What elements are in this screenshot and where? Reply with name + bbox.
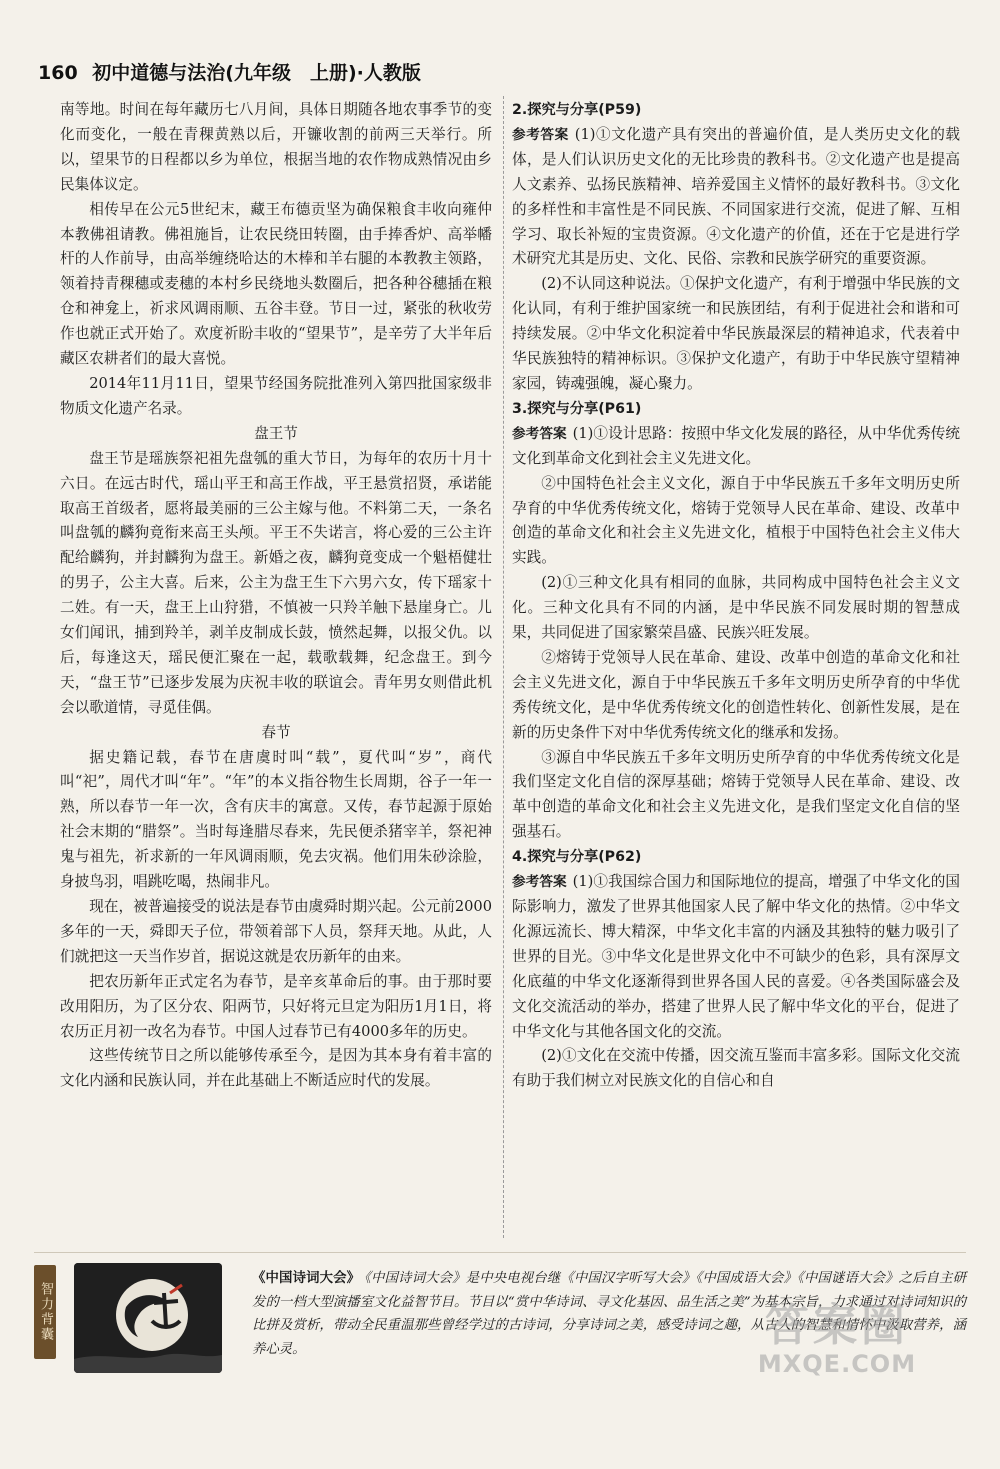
paragraph: 盘王节是瑶族祭祀祖先盘瓠的重大节日，为每年的农历十月十六日。在远古时代，瑶山平王和高王作战，平王悬赏招贤，承诺能取高王首级者，愿将最美丽的三公主嫁与他。不料第二天，一条名叫盘瓠的麟狗竟衔来高王头颅。平王不失诺言，将心爱的三公主许配给麟狗，并封麟狗为盘王。新婚之夜，麟狗竟变成一个魁梧健壮的男子，公主大喜。后来，公主为盘王生下六男六女，传下瑶家十二姓。有一天，盘王上山狩猎，不慎被一只羚羊触下悬崖身亡。儿女们闻讯，捕到羚羊，剥羊皮制成长鼓，愤然起舞，以报父仇。以后，每逢这天，瑶民便汇聚在一起，载歌载舞，纪念盘王。到今天，“盘王节”已逐步发展为庆祝丰收的联谊会。青年男女则借此机会以歌道情，寻觅佳偶。 [60,449,492,716]
question-title-4: 4.探究与分享(P62) [512,849,642,866]
info-box-title: 《中国诗词大会》 [252,1270,361,1286]
answer-paragraph: ②熔铸于党领导人民在革命、建设、改革中创造的革命文化和社会主义先进文化，源自于中华民族五千多年文明历史所孕育的中华优秀传统文化，是中华优秀传统文化的创造性转化、创新性发展，是在新的历史条件下对中华优秀传统文化的继承和发扬。 [512,648,960,741]
site-watermark [748,1301,926,1379]
left-column [60,98,492,1094]
column-divider [503,96,504,1238]
answer-paragraph [512,123,960,272]
watermark-text: 答案圈 [765,1300,909,1351]
moon-calligraphy-icon [74,1263,222,1373]
answer-label: 参考答案 [512,126,569,143]
answer-paragraph: (2)不认同这种说法。①保护文化遗产，有利于增强中华民族的文化认同，有利于维护国家统一和民族团结，有利于促进社会和谐和可持续发展。②中华文化积淀着中华民族最深层的精神追求，代表着中华民族独特的精神标识。③保护文化遗产，有助于中华民族守望精神家园，铸魂强魄，凝心聚力。 [512,275,960,392]
side-tag: 智力背囊 [34,1265,56,1359]
paragraph: 相传早在公元5世纪末，藏王布德贡坚为确保粮食丰收向雍仲本教佛祖请教。佛祖施旨，让农民绕田转圈，由手捧香炉、高举幡杆的人作前导，由高举缠绕哈达的木棒和羊右腿的本教教主领路，领着持青稞穗或麦穗的本村乡民绕地头数圈后，把各种谷穗插在粮仓和神龛上，祈求风调雨顺、五谷丰登。节日一过，紧张的秋收劳作也就正式开始了。欢度祈盼丰收的“望果节”，是辛劳了大半年后藏区农耕者们的最大喜悦。 [60,200,492,368]
section-heading-chunjie: 春节 [261,723,291,741]
answer-label: 参考答案 [512,874,567,891]
book-title: 初中道德与法治(九年级 上册)·人教版 [92,62,421,84]
answer-paragraph [512,422,960,472]
answer-text: (1)①我国综合国力和国际地位的提高，增强了中华文化的国际影响力，激发了世界其他国家人民了解中华文化的热情。②中华文化源远流长、博大精深，中华文化丰富的内涵及其独特的魅力吸引了世界的目光。③中华文化是世界文化中不可缺少的色彩，具有深厚文化底蕴的中华文化逐渐得到世界各国人民的喜爱。④各类国际盛会及文化交流活动的举办，搭建了世界人民了解中华文化的平台，促进了中华文化与其他各国文化的交流。 [512,873,960,1040]
paragraph: 这些传统节日之所以能够传承至今，是因为其本身有着丰富的文化内涵和民族认同，并在此基础上不断适应时代的发展。 [60,1047,492,1090]
paragraph: 2014年11月11日，望果节经国务院批准列入第四批国家级非物质文化遗产名录。 [60,374,492,417]
page-header [38,58,421,88]
answer-paragraph [512,870,960,1044]
answer-paragraph: (2)①三种文化具有相同的血脉，共同构成中国特色社会主义文化。三种文化具有不同的内涵，是中华民族不同发展时期的智慧成果，共同促进了国家繁荣昌盛、民族兴旺发展。 [512,574,960,642]
answer-paragraph: (2)①文化在交流中传播，因交流互鉴而丰富多彩。国际文化交流有助于我们树立对民族文化的自信心和自 [512,1047,960,1090]
watermark-url: MXQE.COM [757,1350,917,1378]
answer-text: (1)①文化遗产具有突出的普遍价值，是人类历史文化的载体，是人们认识历史文化的无比珍贵的教科书。②文化遗产也是提高人文素养、弘扬民族精神、培养爱国主义情怀的最好教科书。③文化的多样性和丰富性是不同民族、不同国家进行交流，促进了解、互相学习、取长补短的宝贵资源。④文化遗产的价值，还在于它是进行学术研究尤其是历史、文化、民俗、宗教和民族学研究的重要资源。 [512,125,960,268]
question-title-2: 2.探究与分享(P59) [512,102,642,118]
answer-paragraph: ③源自中华民族五千多年文明历史所孕育的中华优秀传统文化是我们坚定文化自信的深厚基础；熔铸于党领导人民在革命、建设、改革中创造的革命文化和社会主义先进文化，是我们坚定文化自信的坚强基石。 [512,748,960,841]
answer-paragraph: ②中国特色社会主义文化，源自于中华民族五千多年文明历史所孕育的中华优秀传统文化，熔铸于党领导人民在革命、建设、改革中创造的革命文化和社会主义先进文化，植根于中国特色社会主义伟大实践。 [512,474,960,567]
question-title-3: 3.探究与分享(P61) [512,400,642,417]
right-column [512,98,960,1094]
paragraph: 南等地。时间在每年藏历七八月间，具体日期随各地农事季节的变化而变化，一般在青稞黄熟以后，开镰收割的前两三天举行。所以，望果节的日程都以乡为单位，根据当地的农作物成熟情况由乡民集体议定。 [60,101,492,193]
info-box [34,1252,966,1385]
section-heading-panwang: 盘王节 [254,424,298,442]
info-box-body: 《中国诗词大会》是中央电视台继《中国汉字听写大会》《中国成语大会》《中国谜语大会》之后自主研发的一档大型演播室文化益智节目。节目以“赏中华诗词、寻文化基因、品生活之美”为基本宗旨，力求通过对诗词知识的比拼及赏析，带动全民重温那些曾经学过的古诗词，分享诗词之美，感受诗词之趣，从古人的智慧和情怀中汲取营养，涵养心灵。 [252,1271,966,1357]
poetry-show-logo [74,1263,222,1373]
answer-text: (1)①设计思路：按照中华文化发展的路径，从中华优秀传统文化到革命文化到社会主义先进文化。 [512,424,960,467]
page-number: 160 [38,62,78,84]
answer-label: 参考答案 [512,425,567,442]
paragraph: 把农历新年正式定名为春节，是辛亥革命后的事。由于那时要改用阳历，为了区分农、阳两节，只好将元旦定为阳历1月1日，将农历正月初一改名为春节。中国人过春节已有4000多年的历史。 [60,972,492,1040]
paragraph: 据史籍记载，春节在唐虞时叫“载”，夏代叫“岁”，商代叫“祀”，周代才叫“年”。“年”的本义指谷物生长周期，谷子一年一熟，所以春节一年一次，含有庆丰的寓意。又传，春节起源于原始社会末期的“腊祭”。当时每逢腊尽春来，先民便杀猪宰羊，祭祀神鬼与祖先，祈求新的一年风调雨顺，免去灾祸。他们用朱砂涂脸，身披鸟羽，唱跳吃喝，热闹非凡。 [60,748,492,891]
paragraph: 现在，被普遍接受的说法是春节由虞舜时期兴起。公元前2000多年的一天，舜即天子位，带领着部下人员，祭拜天地。从此，人们就把这一天当作岁首，据说这就是农历新年的由来。 [60,898,492,965]
